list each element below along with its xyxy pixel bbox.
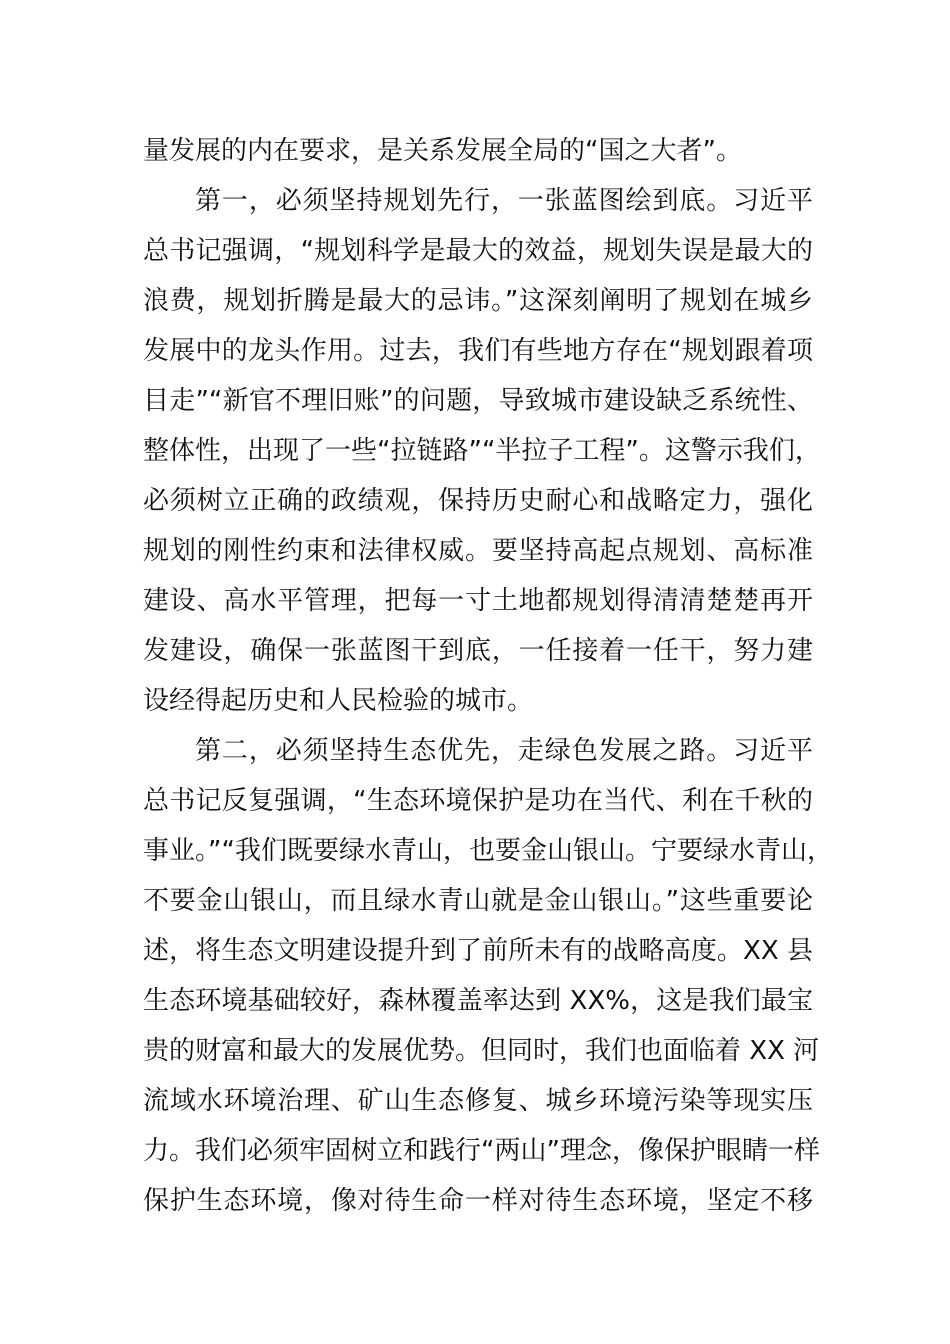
text-line: 总书记强调，“规划科学是最大的效益，规划失误是最大的 — [143, 236, 813, 266]
text-line: 目走”“新官不理旧账”的问题，导致城市建设缺乏系统性、 — [143, 386, 813, 416]
text-line: 保护生态环境，像对待生命一样对待生态环境，坚定不移 — [143, 1186, 813, 1216]
text-line: 发建设，确保一张蓝图干到底，一任接着一任干，努力建 — [143, 636, 813, 666]
text-line: 整体性，出现了一些“拉链路”“半拉子工程”。这警示我们， — [143, 436, 821, 466]
paragraph-first-line: 第一，必须坚持规划先行，一张蓝图绘到底。习近平 — [195, 186, 813, 216]
text-line: 述，将生态文明建设提升到了前所未有的战略高度。XX 县 — [143, 936, 813, 966]
text-line: 生态环境基础较好，森林覆盖率达到 XX%，这是我们最宝 — [143, 986, 813, 1016]
text-line: 浪费，规划折腾是最大的忌讳。”这深刻阐明了规划在城乡 — [143, 286, 813, 316]
text-line: 总书记反复强调，“生态环境保护是功在当代、利在千秋的 — [143, 786, 813, 816]
text-line: 流域水环境治理、矿山生态修复、城乡环境污染等现实压 — [143, 1086, 813, 1116]
text-line: 不要金山银山，而且绿水青山就是金山银山。”这些重要论 — [143, 886, 813, 916]
text-line: 规划的刚性约束和法律权威。要坚持高起点规划、高标准 — [143, 536, 813, 566]
text-line: 贵的财富和最大的发展优势。但同时，我们也面临着 XX 河 — [143, 1036, 820, 1066]
text-line: 建设、高水平管理，把每一寸土地都规划得清清楚楚再开 — [143, 586, 813, 616]
text-line: 必须树立正确的政绩观，保持历史耐心和战略定力，强化 — [143, 486, 813, 516]
document-body — [143, 126, 833, 1226]
text-line: 发展中的龙头作用。过去，我们有些地方存在“规划跟着项 — [143, 336, 813, 366]
text-line: 事业。”“我们既要绿水青山，也要金山银山。宁要绿水青山， — [143, 836, 833, 866]
text-line: 力。我们必须牢固树立和践行“两山”理念，像保护眼睛一样 — [143, 1136, 820, 1166]
text-line: 量发展的内在要求，是关系发展全局的“国之大者”。 — [143, 136, 742, 166]
text-line: 设经得起历史和人民检验的城市。 — [143, 686, 534, 716]
paragraph-first-line: 第二，必须坚持生态优先，走绿色发展之路。习近平 — [195, 736, 813, 766]
